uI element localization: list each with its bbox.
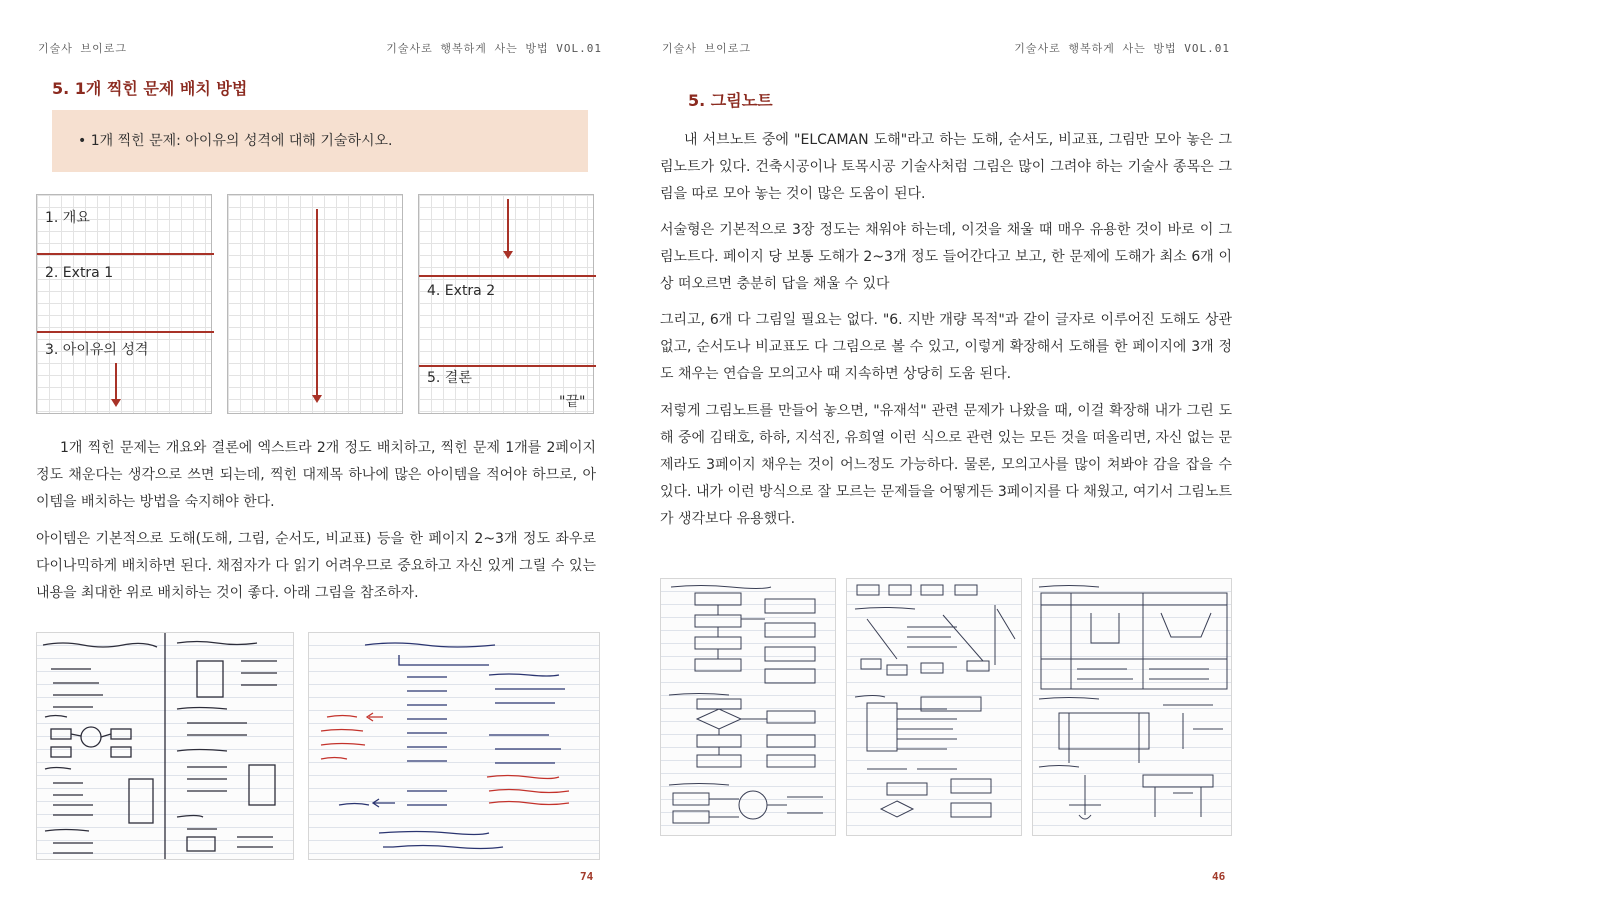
item-end-label: "끝" — [559, 394, 586, 410]
divider-rule — [37, 331, 214, 333]
item-main-topic-label: 3. 아이유의 성격 — [45, 342, 149, 358]
paragraph: 서술형은 기본적으로 3장 정도는 채워야 하는데, 이것을 채울 때 매우 유용한 것이 바로 이 그림노트다. 페이지 당 보통 도해가 2~3개 정도 들어간다고 보고, 한 문제에 도해가 최소 6개 이상 떠오르면 충분히 답을 채울 수 있다 — [660, 222, 1232, 292]
sketch-note-flowchart-image — [660, 578, 836, 836]
item-extra2-label: 4. Extra 2 — [427, 283, 496, 299]
paragraph: 아이템은 기본적으로 도해(도해, 그림, 순서도, 비교표) 등을 한 페이지 2~3개 정도 좌우로 다이나믹하게 배치하면 된다. 채점자가 다 읽기 어려우므로 중요하고 자신 있게 그릴 수 있는 내용을 최대한 위로 배치하는 것이 좋다. 아래 그림을 참조하자. — [36, 531, 596, 601]
paragraph: 1개 찍힌 문제는 개요와 결론에 엑스트라 2개 정도 배치하고, 찍힌 문제 1개를 2페이지 정도 채운다는 생각으로 쓰면 되는데, 찍힌 대제목 하나에 많은 아이템을 적어야 하므로, 아이템을 배치하는 방법을 숙지해야 한다. — [36, 440, 596, 510]
layout-grid-box-3 — [418, 194, 594, 414]
section-title: 5. 그림노트 — [688, 91, 773, 110]
paragraph: 내 서브노트 중에 "ELCAMAN 도해"라고 하는 도해, 순서도, 비교표, 그림만 모아 놓은 그림노트가 있다. 건축시공이나 토목시공 기술사처럼 그림은 많이 그려야 하는 기술사 종목은 그림을 따로 모아 놓는 것이 많은 도움이 된다. — [660, 132, 1232, 202]
handwritten-sketch-image — [36, 632, 294, 860]
callout-text: • 1개 찍힌 문제: 아이유의 성격에 대해 기술하시오. — [78, 133, 393, 149]
item-overview-label: 1. 개요 — [45, 210, 90, 226]
down-arrow-icon — [115, 363, 117, 405]
item-conclusion-label: 5. 결론 — [427, 370, 472, 386]
paragraph: 저렇게 그림노트를 만들어 놓으면, "유재석" 관련 문제가 나왔을 때, 이걸 확장해 내가 그린 도해 중에 김태호, 하하, 지석진, 유희열 이런 식으로 관련 있는 모든 것을 떠올리면, 자신 없는 문제라도 3페이지 채우는 것이 어느정도 가능하다. 물론, 모의고사를 많이 쳐봐야 감을 잡을 수 있다. 내가 이런 방식으로 잘 모르는 문제들을 어떻게든 3페이지를 다 채웠고, 여기서 그림노트가 생각보다 유용했다. — [660, 403, 1232, 527]
running-header-right: 기술사로 행복하게 사는 방법 VOL.01 — [1014, 42, 1230, 55]
divider-rule — [419, 275, 596, 277]
layout-grid-box-1 — [36, 194, 212, 414]
paragraph: 그리고, 6개 다 그림일 필요는 없다. "6. 지반 개량 목적"과 같이 글자로 이루어진 도해도 상관없고, 순서도나 비교표도 다 그림으로 볼 수 있고, 이렇게 확장해서 도해를 한 페이지에 3개 정도 채우는 연습을 모의고사 때 지속하면 상당히 도움 된다. — [660, 312, 1232, 382]
right-page — [640, 0, 1260, 900]
page-number: 74 — [580, 870, 594, 883]
divider-rule — [37, 253, 214, 255]
running-header-left: 기술사 브이로그 — [662, 42, 752, 55]
callout-box — [52, 110, 588, 172]
layout-grid-box-2 — [227, 194, 403, 414]
running-header-right: 기술사로 행복하게 사는 방법 VOL.01 — [386, 42, 602, 55]
sketch-note-comparison-table-image — [1032, 578, 1232, 836]
sketch-note-equipment-image — [846, 578, 1022, 836]
section-title: 5. 1개 찍힌 문제 배치 방법 — [52, 79, 248, 98]
running-header-left: 기술사 브이로그 — [38, 42, 128, 55]
page-number: 46 — [1212, 870, 1226, 883]
down-arrow-icon — [316, 209, 318, 401]
left-page — [0, 0, 640, 900]
item-extra1-label: 2. Extra 1 — [45, 265, 114, 281]
handwritten-sketch-image — [308, 632, 600, 860]
down-arrow-icon — [507, 199, 509, 257]
